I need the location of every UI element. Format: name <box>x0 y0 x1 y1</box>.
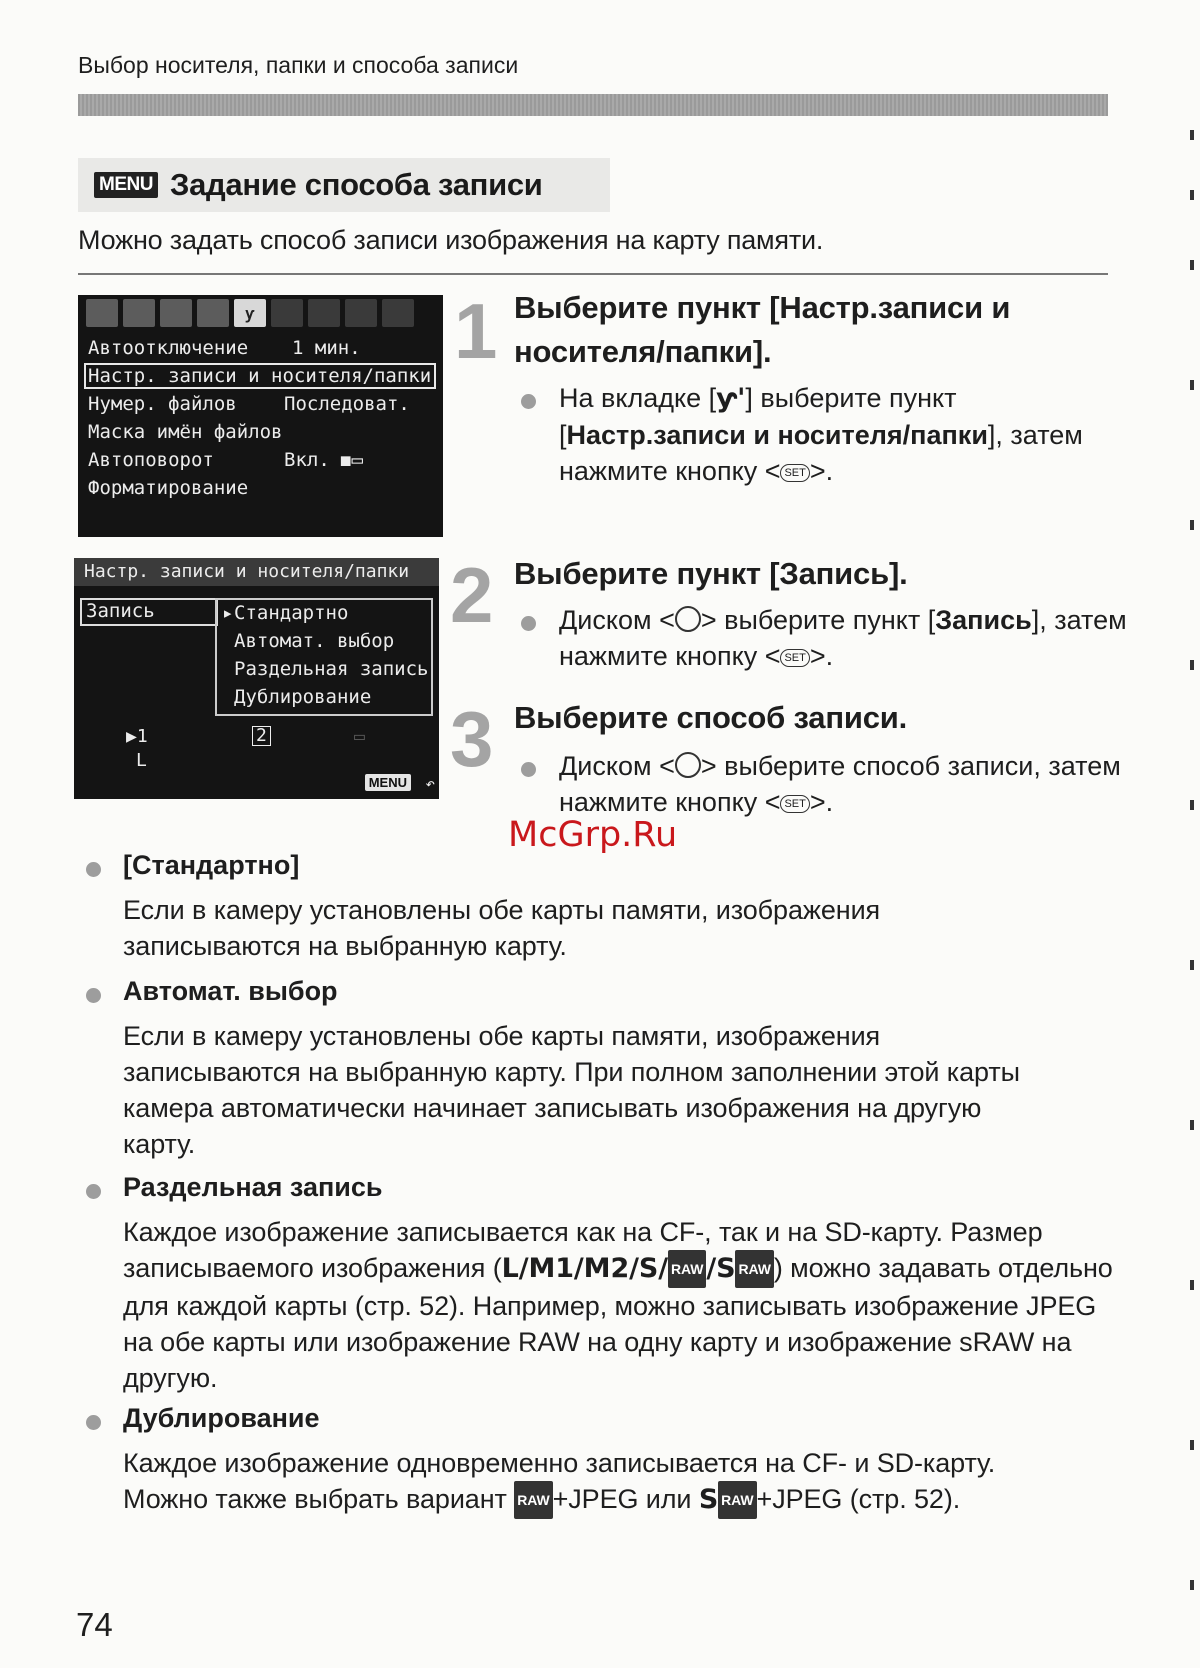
menu-value-autopower: 1 мин. <box>292 337 361 359</box>
menu-button-icon: MENU <box>365 774 411 791</box>
intro-text: Можно задать способ записи изображения на карту памяти. <box>78 225 824 255</box>
option-body-auto: Если в камеру установлены обе карты памяти, изображения записываются на выбранную карту. При полном заполнении этой карты камера автоматически начинает записывать изображения на другую карту. <box>123 1021 1020 1159</box>
edge-mark <box>1190 1280 1194 1290</box>
tab-setup-2 <box>271 299 303 327</box>
wrench-icon: ƴ <box>234 299 266 327</box>
option-auto: Автомат. выбор <box>234 630 395 652</box>
edge-mark <box>1190 190 1194 200</box>
edge-mark <box>1190 380 1194 390</box>
bullet-icon <box>86 988 101 1003</box>
step-body-3: Диском < > выберите способ записи, затем нажмите кнопку < SET >. <box>559 751 1121 817</box>
edge-mark <box>1190 260 1194 270</box>
tab-mymenu <box>382 299 414 327</box>
dial-icon <box>675 752 701 778</box>
step-title-1: Выберите пункт [Настр.записи и носителя/папки]. <box>514 290 1011 369</box>
edge-mark <box>1190 1120 1194 1130</box>
step-number-3: 3 <box>450 695 494 783</box>
return-icon: ↶ <box>425 774 435 793</box>
step-number-2: 2 <box>450 551 494 639</box>
set-button-icon: SET <box>780 464 809 482</box>
sraw-icon: RAW <box>718 1481 756 1519</box>
menu-icon: MENU <box>94 172 158 198</box>
menu-item-autorotate: Автоповорот <box>88 449 214 471</box>
section-title: Задание способа записи <box>169 167 543 202</box>
section-heading <box>78 158 610 212</box>
record-label: Запись <box>86 600 155 622</box>
edge-mark <box>1190 660 1194 670</box>
tab-custom <box>345 299 377 327</box>
menu-item-file-numbering: Нумер. файлов <box>88 393 237 415</box>
camera-monitor-icon: ◼▭ <box>340 449 363 471</box>
tab-shooting-1 <box>86 299 118 327</box>
tab-shooting-2 <box>123 299 155 327</box>
edge-mark <box>1190 800 1194 810</box>
dial-icon <box>675 606 701 632</box>
card1-quality: L <box>136 750 147 771</box>
card-slot-icon: ▭ <box>354 726 365 747</box>
step-title-3: Выберите способ записи. <box>514 700 908 735</box>
step-title-2: Выберите пункт [Запись]. <box>514 556 908 591</box>
camera-menu-screen-1 <box>78 295 443 537</box>
tab-shooting-4 <box>197 299 229 327</box>
divider <box>78 273 1108 275</box>
header-bar <box>78 94 1108 116</box>
menu-value-autorotate: Вкл. <box>284 449 330 471</box>
option-title-duplicate: Дублирование <box>123 1403 320 1433</box>
bullet-icon <box>521 616 536 631</box>
step-body-2: Диском < > выберите пункт [Запись], затем нажмите кнопку < SET >. <box>559 605 1127 671</box>
edge-mark <box>1190 520 1194 530</box>
menu-tabs <box>86 299 435 329</box>
step-number-1: 1 <box>454 287 498 375</box>
menu-item-autopower: Автоотключение <box>88 337 249 359</box>
watermark: McGrp.Ru <box>508 815 678 855</box>
option-duplicate: Дублирование <box>234 686 372 708</box>
edge-mark <box>1190 1440 1194 1450</box>
option-separate: Раздельная запись <box>234 658 429 680</box>
option-body-separate: Каждое изображение записывается как на CF-, так и на SD-карту. Размер записываемого изображения (L/M1/M2/S/ RAW /S RAW ) можно задавать отдельно для каждой карты (стр. 52). Например, можно записывать изображение JPEG на обе карты или изображение RAW на одну карту и изображение sRAW на другую. <box>123 1217 1113 1393</box>
bullet-icon <box>86 1415 101 1430</box>
raw-icon: RAW <box>514 1481 552 1519</box>
step-body-1: На вкладке [ƴ'] выберите пункт [Настр.записи и носителя/папки], затем нажмите кнопку < SET >. <box>559 383 1083 486</box>
edge-mark <box>1190 130 1194 140</box>
option-body-duplicate: Каждое изображение одновременно записывается на CF- и SD-карту. Можно также выбрать вариант RAW +JPEG или S RAW +JPEG (стр. 52). <box>123 1445 1083 1519</box>
bullet-icon <box>521 394 536 409</box>
menu-value-file-numbering: Последоват. <box>284 393 410 415</box>
menu-item-format: Форматирование <box>88 477 249 499</box>
running-header: Выбор носителя, папки и способа записи <box>78 52 519 78</box>
setup-tab-icon: ƴ' <box>716 383 746 414</box>
menu-item-record-settings: Настр. записи и носителя/папки <box>88 365 432 387</box>
option-title-auto: Автомат. выбор <box>123 976 338 1006</box>
raw-icon: RAW <box>668 1250 706 1288</box>
screen-title: Настр. записи и носителя/папки <box>74 558 439 586</box>
sraw-icon: RAW <box>735 1250 773 1288</box>
bullet-icon <box>86 1184 101 1199</box>
camera-menu-screen-2 <box>74 558 439 799</box>
edge-mark <box>1190 960 1194 970</box>
size-symbols: L/M1/M2/S/ <box>501 1253 668 1284</box>
option-body-standard: Если в камеру установлены обе карты памяти, изображения записываются на выбранную карту. <box>123 895 881 961</box>
tab-setup-3 <box>308 299 340 327</box>
pointer-icon: ▸ <box>222 602 234 624</box>
bullet-icon <box>521 762 536 777</box>
tab-shooting-3 <box>160 299 192 327</box>
option-title-standard: [Стандартно] <box>123 850 300 880</box>
set-button-icon: SET <box>780 795 809 813</box>
card2-icon: 2 <box>252 726 271 746</box>
page-number: 74 <box>76 1606 113 1643</box>
option-title-separate: Раздельная запись <box>123 1172 383 1202</box>
option-standard: Стандартно <box>234 602 349 624</box>
edge-mark <box>1190 1580 1194 1590</box>
bullet-icon <box>86 862 101 877</box>
set-button-icon: SET <box>780 649 809 667</box>
card1-icon: ▶1 <box>126 726 148 747</box>
menu-item-file-name: Маска имён файлов <box>88 421 283 443</box>
